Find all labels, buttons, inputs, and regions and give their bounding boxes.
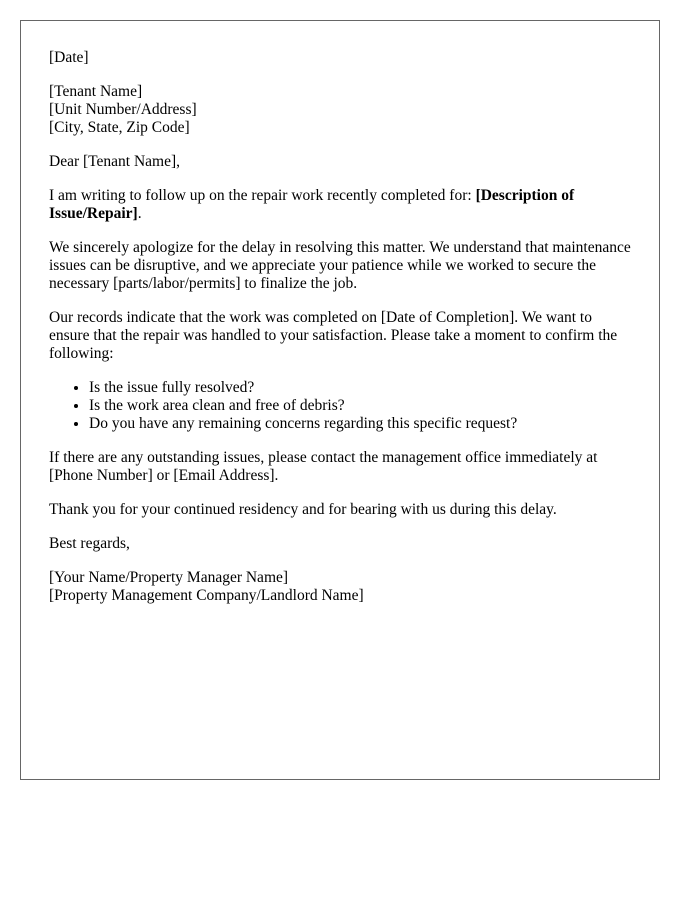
intro-paragraph xyxy=(49,187,631,223)
letter-date: [Date] xyxy=(49,49,89,66)
letter-page xyxy=(20,20,660,780)
intro-text: I am writing to follow up on the repair work recently completed for: xyxy=(49,187,476,204)
recipient-city: [City, State, Zip Code] xyxy=(49,119,190,136)
signature-name: [Your Name/Property Manager Name] xyxy=(49,569,289,586)
repair-description: [Description of Issue/Repair] xyxy=(49,187,575,222)
confirmation-checklist xyxy=(49,379,631,433)
intro-end: . xyxy=(137,205,142,222)
signature-block xyxy=(49,569,631,605)
checklist-item: • Do you have any remaining concerns regarding this specific request? xyxy=(89,415,631,433)
recipient-address xyxy=(49,83,631,137)
thanks-paragraph: Thank you for your continued residency and for bearing with us during this delay. xyxy=(49,501,557,518)
checklist-item: • Is the issue fully resolved? xyxy=(89,379,631,397)
closing: Best regards, xyxy=(49,535,130,552)
signature-company: [Property Management Company/Landlord Name] xyxy=(49,587,364,604)
recipient-unit: [Unit Number/Address] xyxy=(49,101,197,118)
contact-paragraph: If there are any outstanding issues, please contact the management office immediately at [Phone Number] or [Email Address]. xyxy=(49,449,598,484)
apology-paragraph: We sincerely apologize for the delay in resolving this matter. We understand that maintenance issues can be disruptive, and we appreciate your patience while we worked to secure the necessary [parts/labor/permits] to finalize the job. xyxy=(49,239,631,292)
salutation: Dear [Tenant Name], xyxy=(49,153,181,170)
records-paragraph: Our records indicate that the work was completed on [Date of Completion]. We want to ensure that the repair was handled to your satisfaction. Please take a moment to confirm the following: xyxy=(49,309,618,362)
recipient-name: [Tenant Name] xyxy=(49,83,143,100)
checklist-item: • Is the work area clean and free of debris? xyxy=(89,397,631,415)
